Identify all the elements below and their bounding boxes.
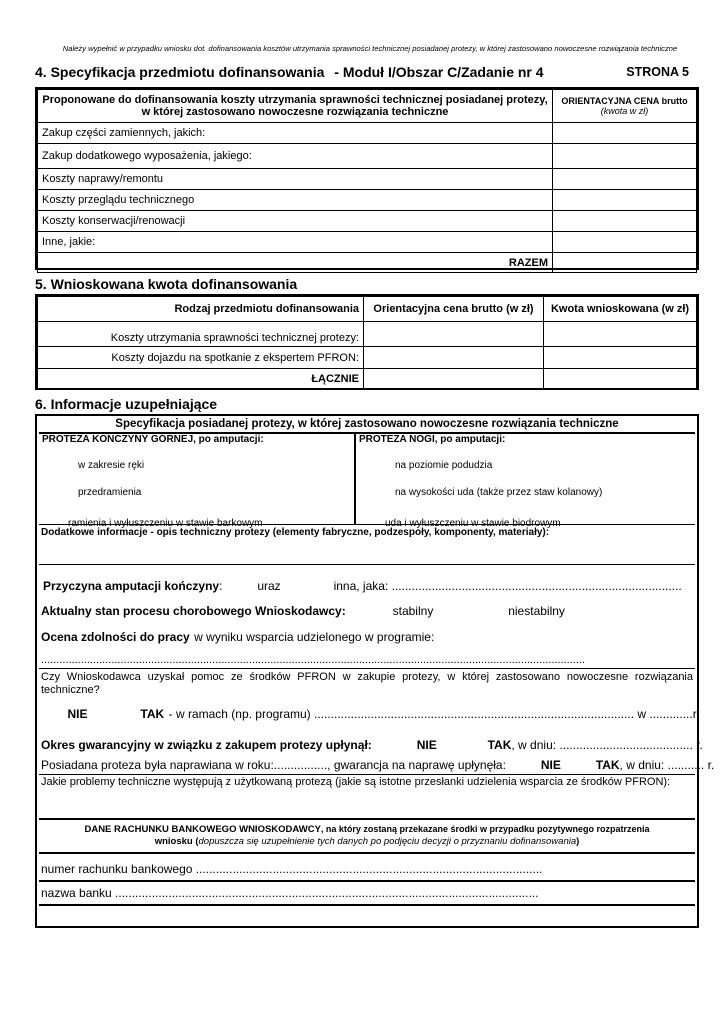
costs-column-header: Proponowane do dofinansowania koszty utrzymania sprawności technicznej posiadanej protezy, w której zastosowano nowoczesne rozwiązania techniczne	[38, 90, 553, 123]
upper-option-arm[interactable]: ramienia i wyłuszczeniu w stawie barkowym	[42, 514, 351, 532]
total-requested-amount-input[interactable]	[544, 369, 697, 389]
technical-problems-label: Jakie problemy techniczne występują z użytkowaną protezą (jakie są istotne przesłanki udzielenia wsparcia ze środków PFRON):	[41, 776, 671, 788]
pfron-program-field[interactable]: - w ramach (np. programu) ................................................................................................ w .............r.	[168, 707, 700, 721]
checkbox-no[interactable]	[400, 739, 410, 749]
checkbox[interactable]	[373, 488, 383, 498]
requested-amount-input[interactable]	[544, 322, 697, 347]
section-6-box	[35, 414, 715, 928]
cost-row-price-input[interactable]	[553, 144, 697, 169]
requested-amount-column-header: Kwota wnioskowana (w zł)	[544, 297, 697, 322]
funding-row-label: Koszty dojazdu na spotkanie z ekspertem PFRON:	[38, 347, 364, 369]
work-ability-row: Ocena zdolności do pracy w wyniku wsparcia udzielonego w programie: ..................................................................................................................................................................................	[39, 624, 695, 668]
cost-row-label: Inne, jakie:	[38, 232, 553, 253]
amputation-cause-row: Przyczyna amputacji kończyny: uraz inna, jaka: .......................................................................................	[39, 564, 695, 598]
checkbox-yes[interactable]	[122, 708, 132, 718]
cost-row-label: Koszty przeglądu technicznego	[38, 190, 553, 211]
section-4-heading	[35, 64, 699, 82]
additional-info-label: Dodatkowe informacje - opis techniczny protezy (elementy fabryczne, podzespoły, komponenty, materiały):	[41, 527, 550, 538]
checkbox-no[interactable]	[524, 759, 534, 769]
checkbox-trauma[interactable]	[237, 580, 247, 590]
section-4-table	[35, 87, 699, 270]
lower-limb-title: PROTEZA NOGI, po amputacji:	[359, 434, 506, 445]
section-5-table	[35, 294, 699, 390]
bank-name-label: nazwa banku ...............................................................................................................................	[41, 886, 539, 900]
checkbox[interactable]	[373, 461, 383, 471]
repair-label[interactable]: Posiadana proteza była naprawiana w roku:................, gwarancja na naprawę upłynęła:	[41, 758, 506, 772]
total-label: ŁĄCZNIE	[38, 369, 364, 389]
work-ability-label: Ocena zdolności do pracy	[41, 630, 190, 644]
total-price-input[interactable]	[553, 253, 697, 273]
bank-account-label: numer rachunku bankowego ........................................................................................................	[41, 862, 543, 876]
checkbox-yes[interactable]	[471, 739, 481, 749]
upper-limb-column	[39, 434, 356, 529]
checkbox[interactable]	[56, 488, 66, 498]
disease-status-row	[39, 598, 695, 624]
lower-option-shin[interactable]: na poziomie podudzia	[359, 452, 692, 479]
upper-option-hand[interactable]: w zakresie ręki	[42, 452, 351, 479]
funding-row-label: Koszty utrzymania sprawności technicznej protezy:	[38, 322, 364, 347]
prosthesis-columns	[39, 432, 695, 529]
checkbox-yes[interactable]	[579, 759, 589, 769]
bank-header: DANE RACHUNKU BANKOWEGO WNIOSKODAWCY, na który zostaną przekazane środki w przypadku pozytywnego rozpatrzenia wniosku (dopuszcza się uzupełnienie tych danych po podjęciu decyzji o przyznaniu dofinansowania)	[39, 818, 695, 852]
checkbox[interactable]	[56, 461, 66, 471]
checkbox-no[interactable]	[49, 708, 59, 718]
cost-row-label: Koszty konserwacji/renowacji	[38, 211, 553, 232]
checkbox-stable[interactable]	[370, 605, 380, 615]
pfron-question: Czy Wnioskodawca uzyskał pomoc ze środków PFRON w zakupie protezy, w której zastosowano nowoczesne rozwiązania techniczne?	[41, 671, 693, 696]
work-ability-field[interactable]: ..................................................................................................................................................................................	[41, 654, 585, 666]
lower-limb-column	[356, 434, 695, 529]
pfron-answer: NIE TAK - w ramach (np. programu) ................................................................................................ w .............r.	[41, 705, 693, 723]
pfron-question-row	[39, 668, 700, 728]
upper-option-forearm[interactable]: przedramienia	[42, 479, 351, 506]
section-6-title: 6. Informacje uzupełniające	[35, 396, 218, 412]
prosthesis-spec-header: Specyfikacja posiadanej protezy, w której zastosowano nowoczesne rozwiązania techniczne	[115, 418, 619, 430]
checkbox-unstable[interactable]	[486, 605, 496, 615]
cost-row-price-input[interactable]	[553, 190, 697, 211]
bank-extra-field[interactable]	[39, 904, 695, 926]
repair-row: Posiadana proteza była naprawiana w roku:................, gwarancja na naprawę upłynęła: NIE TAK, w dniu: ........... r.	[41, 758, 715, 772]
cause-other-field[interactable]: inna, jaka: .......................................................................................	[333, 579, 682, 593]
section-4-module: - Moduł I/Obszar C/Zadanie nr 4	[334, 64, 544, 80]
section-4-title: 4. Specyfikacja przedmiotu dofinansowania	[35, 64, 325, 80]
warranty-row: Okres gwarancyjny w związku z zakupem protezy upłynął: NIE TAK, w dniu: ........................................ r.	[41, 738, 703, 752]
status-unstable-label: niestabilny	[508, 604, 565, 618]
gross-price-column-header: Orientacyjna cena brutto (w zł)	[364, 297, 544, 322]
warranty-label: Okres gwarancyjny w związku z zakupem protezy upłynął:	[41, 738, 372, 752]
bank-account-field[interactable]	[39, 852, 695, 880]
lower-option-hip[interactable]: uda i wyłuszczeniu w stawie biodrowym	[359, 514, 692, 532]
gross-price-input[interactable]	[364, 347, 544, 369]
bank-name-field[interactable]	[39, 880, 695, 904]
checkbox-other[interactable]	[311, 580, 321, 590]
page-number: STRONA 5	[626, 65, 689, 79]
status-stable-label: stabilny	[392, 604, 434, 618]
requested-amount-input[interactable]	[544, 347, 697, 369]
upper-limb-title: PROTEZA KOŃCZYNY GÓRNEJ, po amputacji:	[42, 434, 264, 445]
disease-status-label: Aktualny stan procesu chorobowego Wnioskodawcy:	[41, 604, 346, 618]
lower-option-thigh[interactable]: na wysokości uda (także przez staw kolanowy)	[359, 479, 692, 506]
cost-row-price-input[interactable]	[553, 211, 697, 232]
total-gross-price-input[interactable]	[364, 369, 544, 389]
technical-problems-field[interactable]	[39, 774, 695, 818]
warranty-date-field[interactable]: , w dniu: ........................................ r.	[511, 738, 703, 752]
cost-row-price-input[interactable]	[553, 232, 697, 253]
gross-price-input[interactable]	[364, 322, 544, 347]
cost-row-label: Zakup dodatkowego wyposażenia, jakiego:	[38, 144, 553, 169]
cost-row-label: Zakup części zamiennych, jakich:	[38, 123, 553, 144]
cost-row-label: Koszty naprawy/remontu	[38, 169, 553, 190]
amputation-cause-label: Przyczyna amputacji kończyny	[43, 579, 220, 593]
instruction-note: Należy wypełnić w przypadku wniosku dot. dofinansowania kosztów utrzymania sprawności technicznej posiadanej protezy, w której zastosowano nowoczesne rozwiązania techniczne	[62, 44, 678, 53]
cost-row-price-input[interactable]	[553, 169, 697, 190]
total-label: RAZEM	[38, 253, 553, 273]
section-5-title: 5. Wnioskowana kwota dofinansowania	[35, 276, 298, 292]
repair-date-field[interactable]: , w dniu: ........... r.	[619, 758, 715, 772]
price-column-header: ORIENTACYJNA CENA brutto (kwota w zł)	[553, 90, 697, 123]
type-column-header: Rodzaj przedmiotu dofinansowania	[38, 297, 364, 322]
cost-row-price-input[interactable]	[553, 123, 697, 144]
cause-trauma-label: uraz	[257, 579, 281, 593]
additional-info-field[interactable]	[39, 524, 695, 564]
